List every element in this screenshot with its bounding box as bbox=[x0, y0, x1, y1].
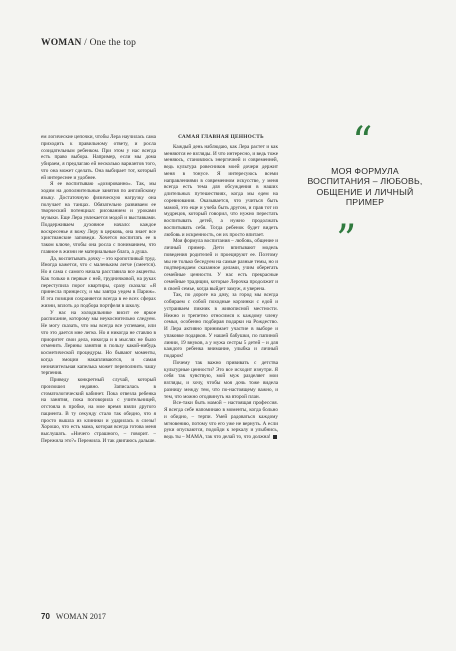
article-column-2 bbox=[164, 134, 278, 441]
paragraph: ем логические цепочки, чтобы Лера научилась сама приходить к правильному ответу, и росла созидательным ребенком. При этом у нас всегда есть право выбора. Например, если мы дома убираем, я предлагаю ей несколько вариантов того, что она может сделать. Она выбирает тот, который ей интереснее и удобнее. bbox=[41, 134, 156, 181]
paragraph-last bbox=[164, 400, 278, 441]
running-header bbox=[41, 38, 136, 48]
end-of-article-mark bbox=[273, 435, 277, 439]
paragraph: Почему так важно прививать с детства культурные ценности? Это все исходит изнутри. Я себя так чувствую, мой муж разделяет мои взгляды, и хочу, чтобы моя дочь тоже видела разницу между тем, что по-настоящему важно, и тем, что можно отодвинуть на второй план. bbox=[164, 359, 278, 400]
issue-label: WOMAN 2017 bbox=[55, 612, 106, 621]
section-subhead: САМАЯ ГЛАВНАЯ ЦЕННОСТЬ bbox=[178, 134, 264, 140]
close-quote-icon: ” bbox=[336, 217, 357, 263]
paragraph: Так, по дороге на дачу, за город мы всегда собираем с собой походные корзинки с едой и устраиваем пикник в живописной местности. Нежно и трепетно относимся к каждому члену семьи, особенно подбирая подарки на Рождество. И Лера активно принимает участие в выборе и упаковке подарков. У нашей бабушки, по папиной линии, 19 внуков, а у мужа сестры 5 детей – и для каждого ребенка внимание, улыбка и личный подарок! bbox=[164, 292, 278, 359]
paragraph: Приведу конкретный случай, который произошел недавно. Записалась в стоматологический кабинет. Пока отвезла ребенка на занятия, пока поговорила с учительницей, отстояла в пробке, на мое время взяли другого пациента. В ту секунду стало так обидно, что я просто вышла из клиники и ударилась в слезы! Хорошо, что есть мама, которая всегда готова меня выслушать. «Ничего страшного, – говорит. – Пережила это?» Пережила. И так двигаюсь дальше. bbox=[41, 377, 156, 444]
page-number: 70 bbox=[41, 612, 50, 621]
magazine-brand: WOMAN bbox=[41, 38, 82, 48]
paragraph: Каждый день наблюдаю, как Лера растет и как меняются ее взгляды. И что интересно, и ведь тоже меняюсь, становлюсь энергичней и современней, ведь культура ровесников моей дочери держит меня в тонусе. Я интересуюсь всеми направлениями в современном искусстве, у меня всегда есть тема для обсуждения в наших длительных путешествиях, когда мы едем на соревнования. Оказывается, что учиться быть мамой, это еще и учеба быть другом, и прав тот из мудрецов, который говорил, что нужно перестать воспитывать детей, а нужно продолжать воспитывать себя. Тогда ребенок будет видеть любовь и искренность, он их просто впитает. bbox=[164, 143, 278, 238]
paragraph: Моя формула воспитания – любовь, общение и личный пример. Дети впитывают модель поведения родителей и проецируют ее. Поэтому мы не только беседуем на самые разные темы, но и подтверждаем сказанное делами, учим оберегать семейные ценности. У нас есть прекрасные семейные традиции, которые Лерочка продолжит и в своей семье, когда выйдет замуж, я уверена. bbox=[164, 238, 278, 292]
page-footer bbox=[41, 612, 106, 621]
paragraph: У нас на холодильнике висит ее яркое расписание, которому мы неукоснительно следуем. Не могу сказать, что мы всегда все успеваем, или что это дается мне легко. Но я никогда не ставлю в приоритет свои дела, никогда и в мыслях не было отменить Лерины занятия в пользу какой-нибудь косметической процедуры. Но бывают моменты, когда эмоции накапливаются, и самая незначительная капелька может переполнить чашу терпения. bbox=[41, 309, 156, 377]
paragraph: Я ее воспитываю «дозированно». Так, мы ходим на дополнительные занятия по английскому языку. Достаточную физическую нагрузку она получает на танцах. Обязательно развиваем ее творческий потенциал: рисованием и уроками музыки. Еще Лера увлекается модой и выставками. Поддерживаем духовное начало: каждое воскресенье я вожу Леру в церковь, она знает все христианские заповеди. Хочется воспитать ее в таком ключе, чтобы она росла с пониманием, что главное в жизни не материальные блага, а душа. bbox=[41, 181, 156, 255]
paragraph: Да, воспитывать дочку – это кропотливый труд. Иногда кажется, что с маленьким легче (смеется). Но я сама с самого начала расставила все акценты. Как только в первые с ней, грудничковой, на руках переступила порог квартиры, сразу сказала: «Я принесла принцессу, и мы завтра уедем в Париж». И эта позиция сохраняется всегда в ее всех сферах жизни, вплоть до подбора портфеля в школу. bbox=[41, 255, 156, 309]
open-quote-icon: “ bbox=[352, 119, 373, 165]
pull-quote-text: МОЯ ФОРМУЛА ВОСПИТАНИЯ – ЛЮБОВЬ, ОБЩЕНИЕ И ЛИЧНЫЙ ПРИМЕР bbox=[307, 166, 423, 208]
article-column-1 bbox=[41, 134, 156, 445]
section-name: / One the top bbox=[81, 38, 137, 48]
paragraph-text: Все-таки быть мамой – настоящая профессия. Я всегда себе напоминаю в моменты, когда больно и обидно, – терпи. Умей радоваться каждому мгновению, потому что его уже не вернуть. А если руки опускаются, подойди к зеркалу и улыбнись, ведь ты – МАМА, так что делай то, что должна! bbox=[164, 400, 278, 440]
